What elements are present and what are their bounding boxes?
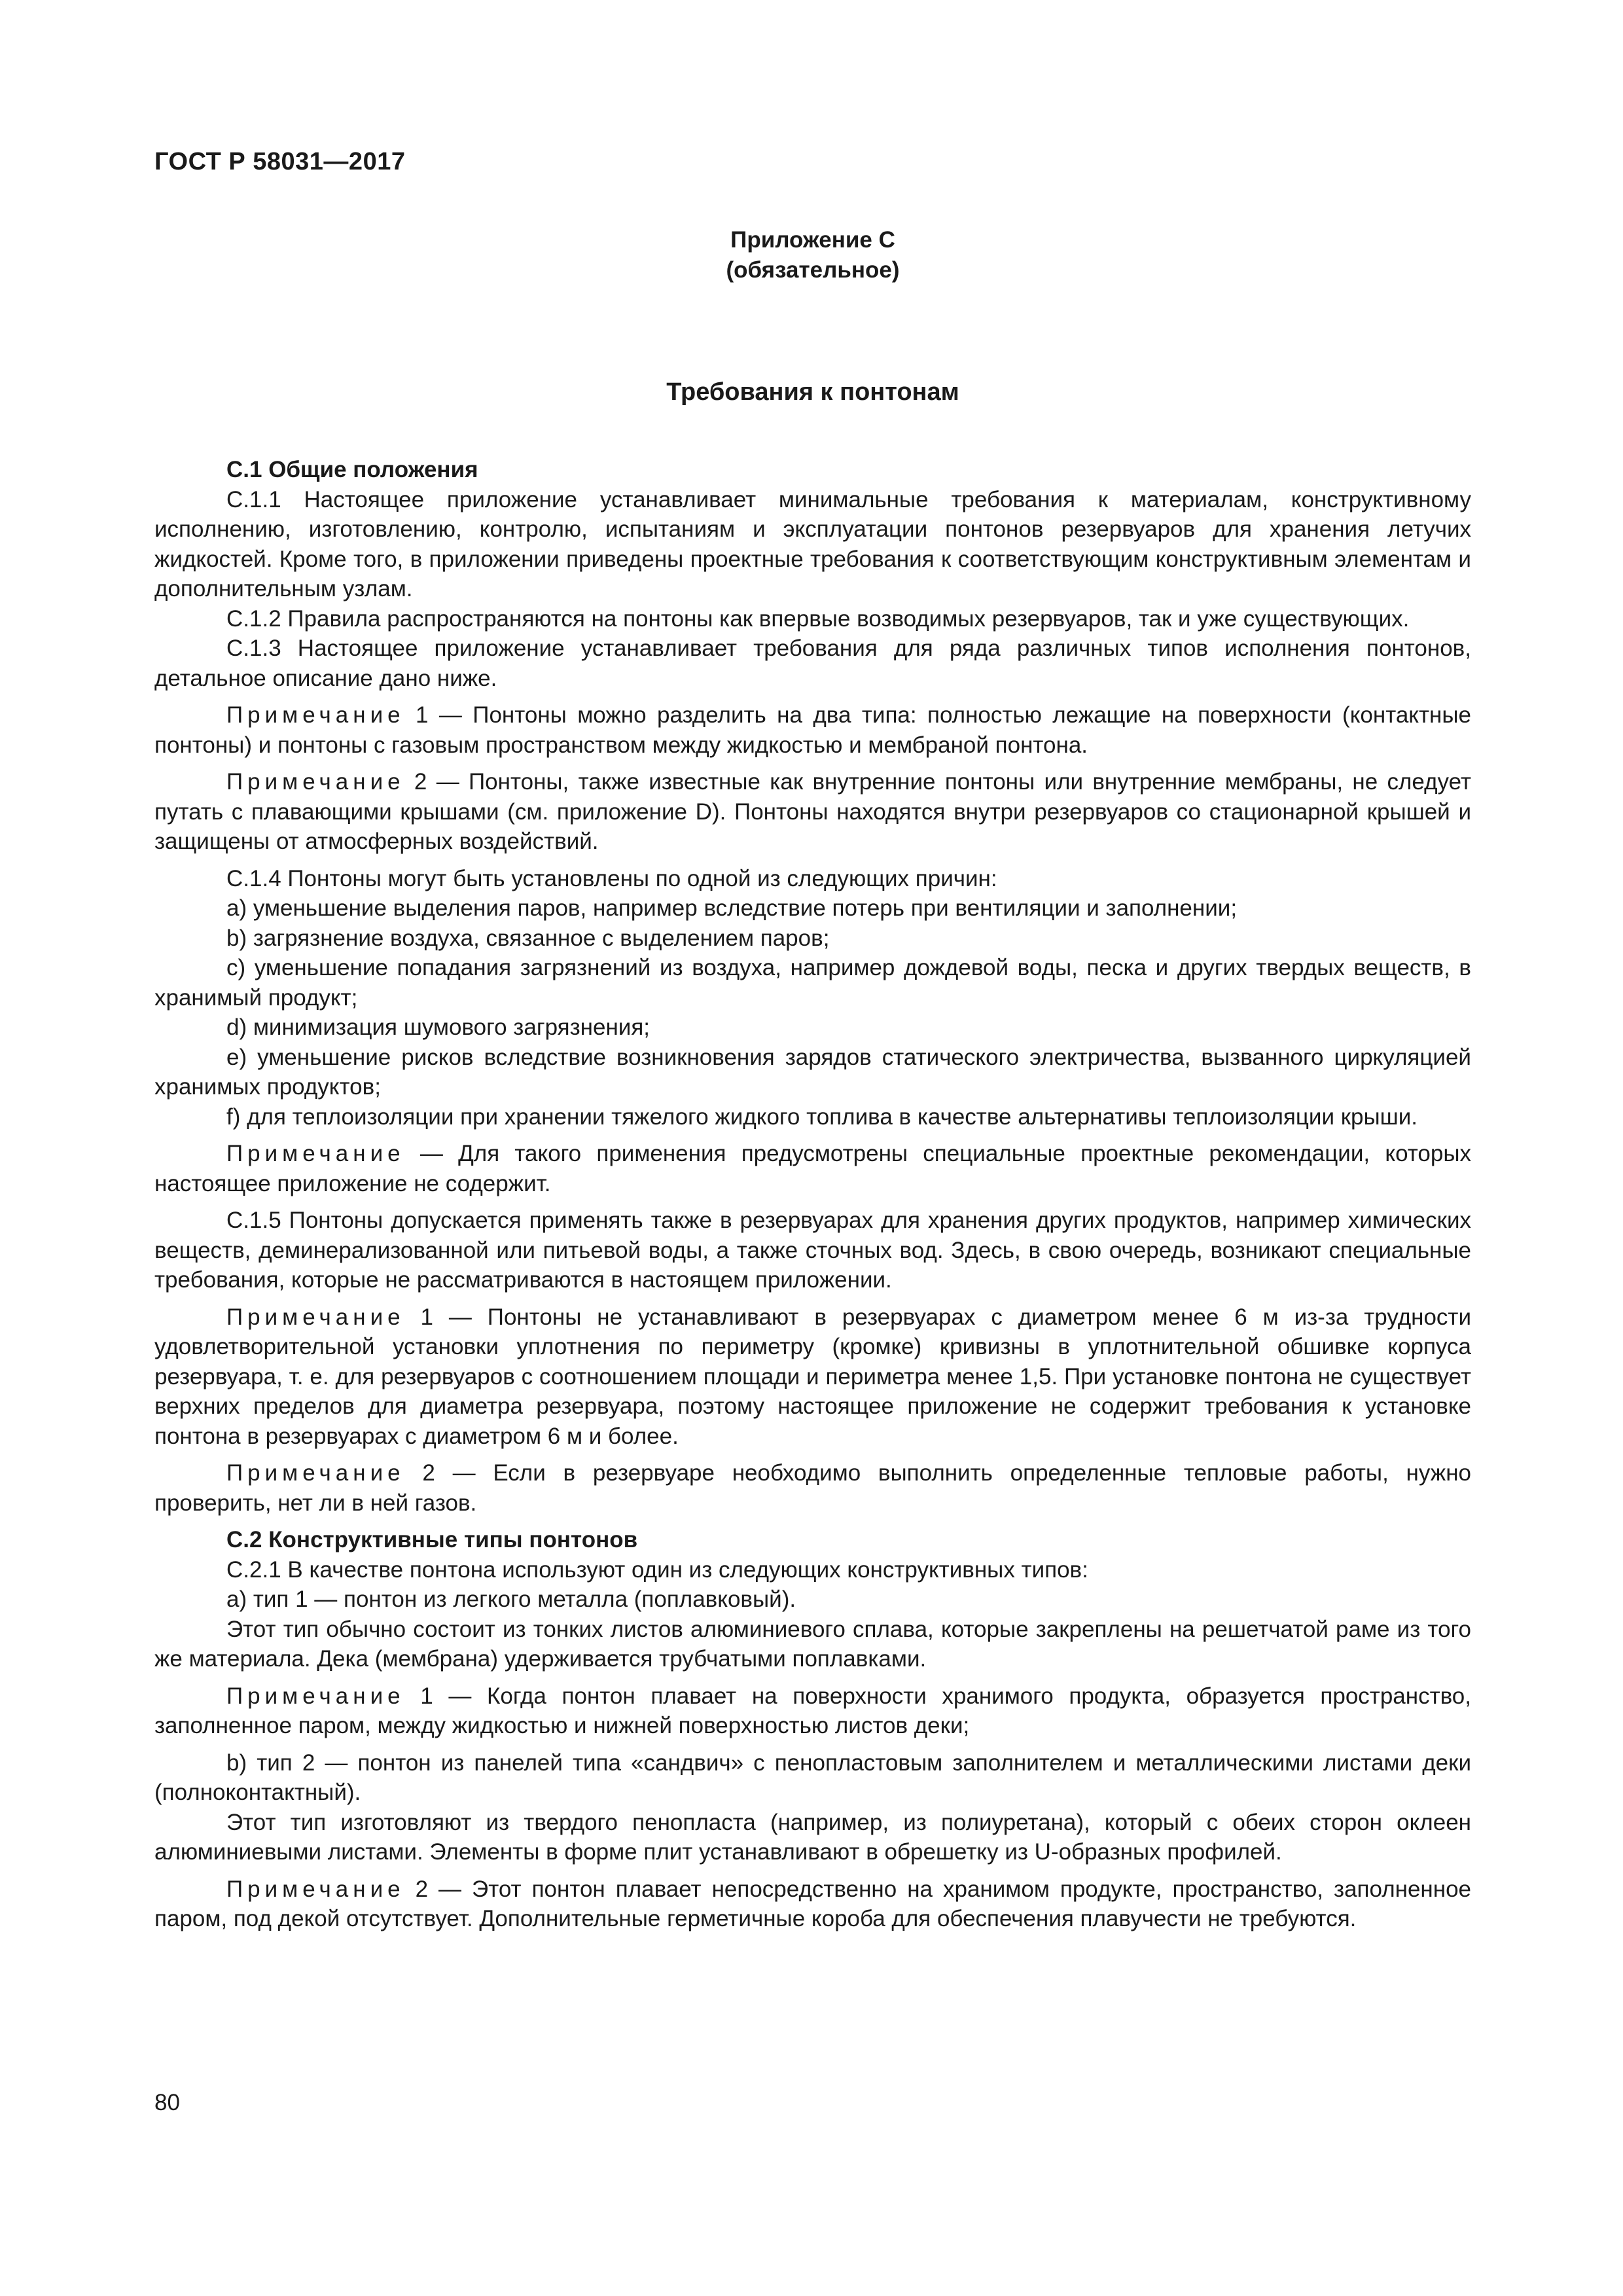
note-label: Примечание xyxy=(226,1304,405,1330)
note-text: 1 — Понтоны можно разделить на два типа: полностью лежащие на поверхности (контактные понтоны) и понтоны с газовым пространством между жидкостью и мембраной понтона. xyxy=(154,702,1471,758)
note-c1-2 xyxy=(154,767,1471,857)
note-text: 2 — Этот понтон плавает непосредственно на хранимом продукте, пространство, заполненное паром, под декой отсутствует. Дополнительные герметичные короба для обеспечения плавучести не требуются. xyxy=(154,1876,1471,1931)
note-text: 1 — Понтоны не устанавливают в резервуарах с диаметром менее 6 м из-за трудности удовлетворительной установки уплотнения по периметру (кромке) кривизны в уплотнительной обшивке корпуса резервуара, т. е. для резервуаров с соотношением площади и периметра менее 1,5. При установке понтона не существует верхних пределов для диаметра резервуара, поэтому настоящее приложение не содержит требования к установке понтона в резервуарах с диаметром 6 м и более. xyxy=(154,1304,1471,1449)
note-c1-3 xyxy=(154,1139,1471,1198)
list-item-d: d) минимизация шумового загрязнения; xyxy=(226,1014,651,1040)
list-item-f: f) для теплоизоляции при хранении тяжелого жидкого топлива в качестве альтернативы теплоизоляции крыши. xyxy=(226,1103,1418,1130)
paragraph-c2-2: а) тип 1 — понтон из легкого металла (поплавковый). xyxy=(226,1587,796,1612)
paragraph-c2-5: Этот тип изготовляют из твердого пенопласта (например, из полиуретана), который с обеих сторон оклеен алюминиевыми листами. Элементы в форме плит устанавливают в обрешетку из U-образных профилей. xyxy=(154,1809,1471,1865)
annex-title: Приложение С xyxy=(730,227,895,253)
paragraph-c1-2: С.1.2 Правила распространяются на понтоны как впервые возводимых резервуаров, так и уже существующих. xyxy=(226,605,1410,632)
annex-heading xyxy=(154,225,1471,285)
note-c2-2 xyxy=(154,1874,1471,1934)
note-text: 2 — Если в резервуаре необходимо выполнить определенные тепловые работы, нужно проверить, нет ли в ней газов. xyxy=(154,1460,1471,1516)
list-item-c: c) уменьшение попадания загрязнений из воздуха, например дождевой воды, песка и других твердых веществ, в хранимый продукт; xyxy=(154,955,1471,1011)
note-text: — Для такого применения предусмотрены специальные проектные рекомендации, которых настоящее приложение не содержит. xyxy=(154,1141,1471,1196)
note-label: Примечание xyxy=(226,769,405,795)
note-label: Примечание xyxy=(226,702,405,728)
note-label: Примечание xyxy=(226,1460,405,1486)
list-item-e: e) уменьшение рисков вследствие возникновения зарядов статического электричества, вызванного циркуляцией хранимых продуктов; xyxy=(154,1044,1471,1100)
section-heading-c1: С.1 Общие положения xyxy=(226,457,478,482)
body-text xyxy=(154,455,1471,1934)
document-page xyxy=(154,0,1471,2296)
note-c2-1 xyxy=(154,1681,1471,1741)
list-item-a: а) уменьшение выделения паров, например вследствие потерь при вентиляции и заполнении; xyxy=(226,895,1238,921)
page-number: 80 xyxy=(154,2090,180,2115)
note-text: 2 — Понтоны, также известные как внутренние понтоны или внутренние мембраны, не следует путать с плавающими крышами (см. приложение D). Понтоны находятся внутри резервуаров со стационарной крышей и защищены от атмосферных воздействий. xyxy=(154,769,1471,854)
section-heading-c2: С.2 Конструктивные типы понтонов xyxy=(226,1527,638,1552)
document-id: ГОСТ Р 58031—2017 xyxy=(154,148,406,175)
note-label: Примечание xyxy=(226,1683,405,1709)
paragraph-c1-1: С.1.1 Настоящее приложение устанавливает минимальные требования к материалам, конструктивному исполнению, изготовлению, контролю, испытаниям и эксплуатации понтонов резервуаров для хранения летучих жидкостей. Кроме того, в приложении приведены проектные требования к соответствующим конструктивным элементам и дополнительным узлам. xyxy=(154,486,1471,601)
note-text: 1 — Когда понтон плавает на поверхности хранимого продукта, образуется пространство, заполненное паром, между жидкостью и нижней поверхностью листов деки; xyxy=(154,1683,1471,1738)
note-label: Примечание xyxy=(226,1141,405,1166)
note-c1-5 xyxy=(154,1458,1471,1518)
note-c1-1 xyxy=(154,700,1471,760)
paragraph-c1-5: С.1.5 Понтоны допускается применять также в резервуарах для хранения других продуктов, например химических веществ, деминерализованной или питьевой воды, а также сточных вод. Здесь, в свою очередь, возникают специальные требования, которые не рассматриваются в настоящем приложении. xyxy=(154,1208,1471,1293)
annex-main-title: Требования к понтонам xyxy=(666,378,959,406)
list-item-b: b) загрязнение воздуха, связанное с выделением паров; xyxy=(226,925,830,951)
paragraph-c2-1: С.2.1 В качестве понтона используют один из следующих конструктивных типов: xyxy=(226,1556,1088,1583)
paragraph-c2-4: b) тип 2 — понтон из панелей типа «сандвич» с пенопластовым заполнителем и металлическими листами деки (полноконтактный). xyxy=(154,1749,1471,1805)
paragraph-c2-3: Этот тип обычно состоит из тонких листов алюминиевого сплава, которые закреплены на решетчатой раме из того же материала. Дека (мембрана) удерживается трубчатыми поплавками. xyxy=(154,1616,1471,1672)
paragraph-c1-4: С.1.4 Понтоны могут быть установлены по одной из следующих причин: xyxy=(226,865,997,891)
note-c1-4 xyxy=(154,1302,1471,1452)
note-label: Примечание xyxy=(226,1876,405,1902)
paragraph-c1-3: С.1.3 Настоящее приложение устанавливает требования для ряда различных типов исполнения понтонов, детальное описание дано ниже. xyxy=(154,636,1471,691)
annex-status: (обязательное) xyxy=(726,257,900,283)
